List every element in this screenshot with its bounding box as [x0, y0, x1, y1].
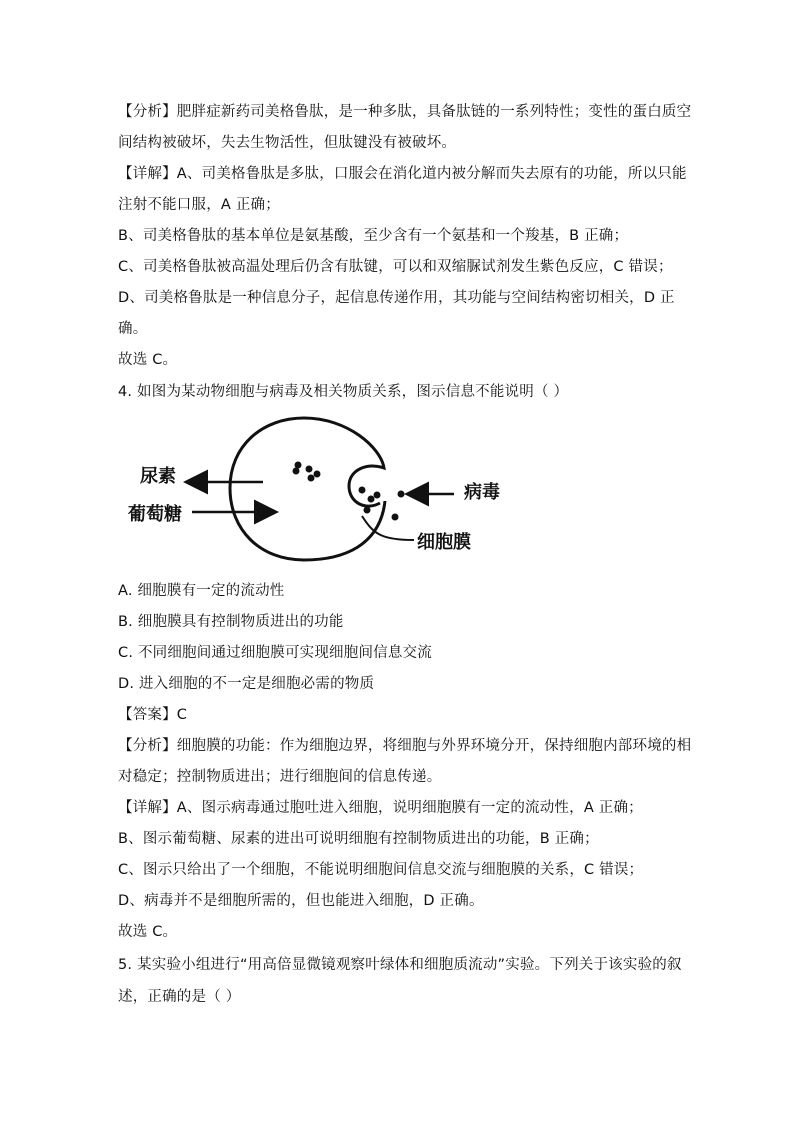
q4-detail-option-d: D、病毒并不是细胞所需的，但也能进入细胞，D 正确。 — [118, 893, 484, 909]
q4-option-d: D. 进入细胞的不一定是细胞必需的物质 — [118, 676, 375, 692]
q3-detail-line-2: 注射不能口服，A 正确； — [118, 197, 280, 213]
q4-conclusion: 故选 C。 — [118, 924, 178, 940]
q3-detail-option-b: B、司美格鲁肽的基本单位是氨基酸，至少含有一个氨基和一个羧基，B 正确； — [118, 228, 629, 244]
q3-conclusion: 故选 C。 — [118, 352, 178, 368]
q4-detail-option-c: C、图示只给出了一个细胞，不能说明细胞间信息交流与细胞膜的关系，C 错误； — [118, 862, 644, 878]
q3-detail-option-c: C、司美格鲁肽被高温处理后仍含有肽键，可以和双缩脲试剂发生紫色反应，C 错误； — [118, 259, 673, 275]
cell-virus-figure — [118, 408, 518, 568]
virus-particle — [364, 507, 371, 514]
virus-particle — [368, 496, 375, 503]
q3-detail-option-d-2: 确。 — [118, 321, 148, 337]
label-virus: 病毒 — [464, 482, 500, 503]
cell-particle — [293, 468, 300, 475]
label-glucose: 葡萄糖 — [128, 504, 182, 525]
label-urea: 尿素 — [140, 466, 176, 487]
q4-analysis-line-1: 【分析】细胞膜的功能：作为细胞边界，将细胞与外界环境分开，保持细胞内部环境的相 — [118, 738, 692, 754]
q4-detail-option-b: B、图示葡萄糖、尿素的进出可说明细胞有控制物质进出的功能，B 正确； — [118, 831, 599, 847]
cell-particle — [306, 466, 313, 473]
q4-analysis-line-2: 对稳定；控制物质进出；进行细胞间的信息传递。 — [118, 769, 442, 785]
q4-stem: 4. 如图为某动物细胞与病毒及相关物质关系，图示信息不能说明（ ） — [118, 384, 569, 400]
q3-detail-option-d-1: D、司美格鲁肽是一种信息分子，起信息传递作用，其功能与空间结构密切相关，D 正 — [118, 290, 675, 306]
virus-particle — [398, 491, 405, 498]
q3-analysis-line-2: 间结构被破坏，失去生物活性，但肽键没有被破坏。 — [118, 135, 457, 151]
cell-particle — [295, 462, 302, 469]
q5-stem-line-1: 5. 某实验小组进行“用高倍显微镜观察叶绿体和细胞质流动”实验。下列关于该实验的叙 — [118, 957, 682, 973]
q4-option-a: A. 细胞膜有一定的流动性 — [118, 583, 285, 599]
q4-answer: 【答案】C — [118, 707, 188, 723]
virus-particle — [359, 487, 366, 494]
q4-option-b: B. 细胞膜具有控制物质进出的功能 — [118, 614, 344, 630]
q5-stem-line-2: 述，正确的是（ ） — [118, 989, 241, 1005]
cell-particle — [314, 471, 321, 478]
q4-detail-option-a: 【详解】A、图示病毒通过胞吐进入细胞，说明细胞膜有一定的流动性，A 正确； — [118, 800, 643, 816]
label-membrane: 细胞膜 — [417, 532, 471, 553]
q4-option-c: C. 不同细胞间通过细胞膜可实现细胞间信息交流 — [118, 645, 432, 661]
q3-detail-line-1: 【详解】A、司美格鲁肽是多肽，口服会在消化道内被分解而失去原有的功能，所以只能 — [118, 166, 687, 182]
virus-particle — [392, 514, 399, 521]
virus-particle — [374, 492, 381, 499]
cell-particle — [308, 475, 315, 482]
q3-analysis-line-1: 【分析】肥胖症新药司美格鲁肽，是一种多肽，具备肽链的一系列特性；变性的蛋白质空 — [118, 104, 692, 120]
